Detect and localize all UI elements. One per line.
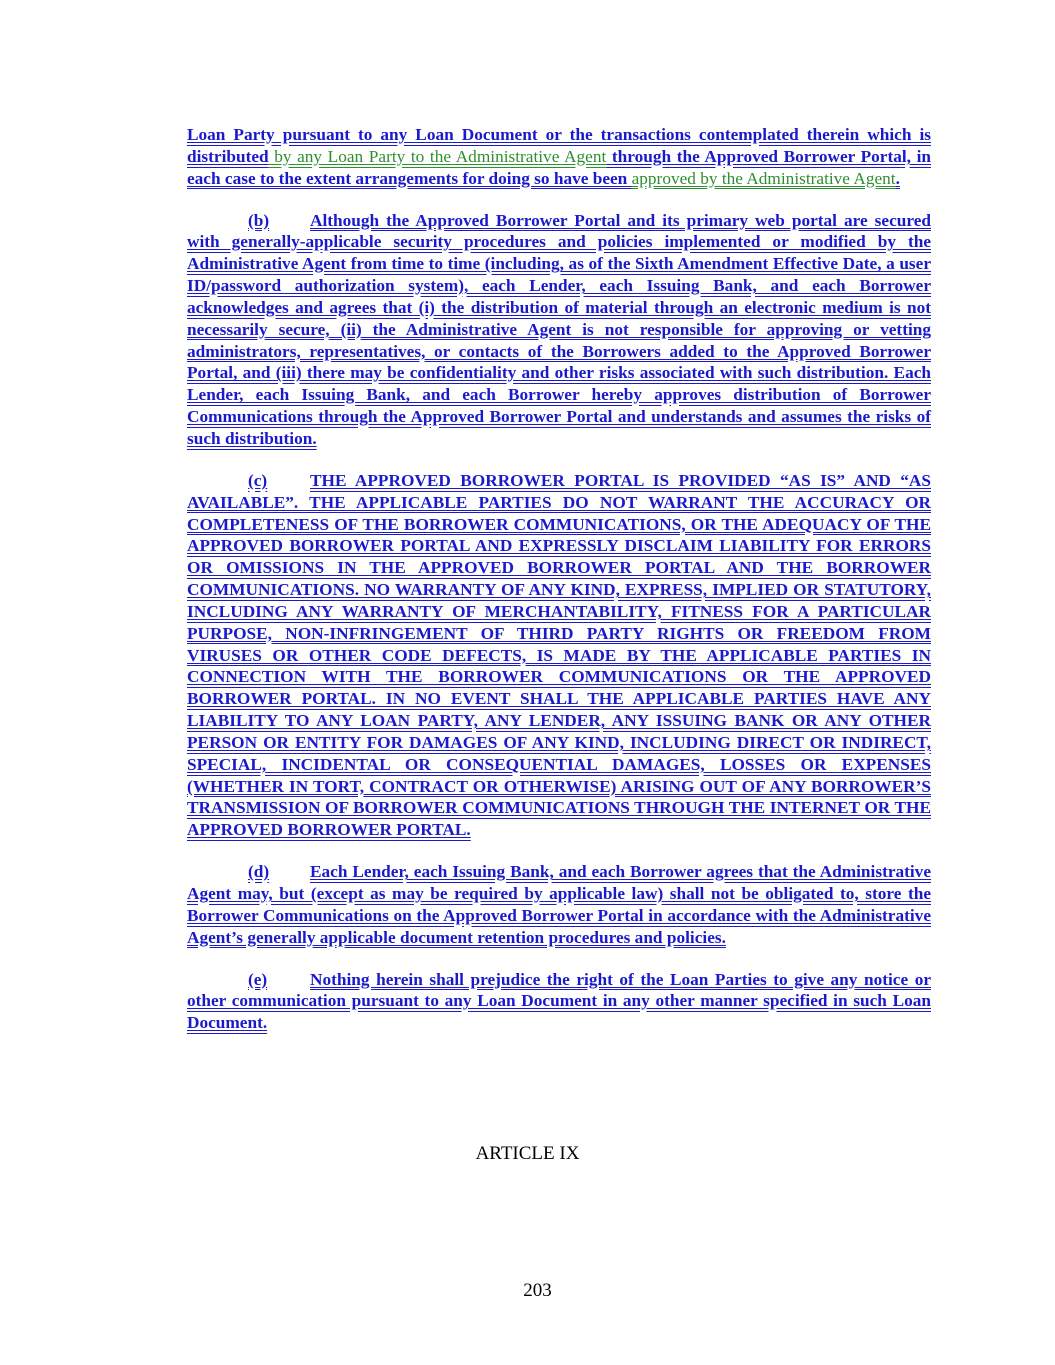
clause-label: (d): [248, 862, 270, 882]
clause-text: THE APPROVED BORROWER PORTAL IS PROVIDED “AS IS” AND “AS AVAILABLE”. THE APPLICABLE PARTIES DO NOT WARRANT THE ACCURACY OR COMPLETENESS OF THE BORROWER COMMUNICATIONS, OR THE ADEQUACY OF THE APPROVED BORROWER PORTAL AND EXPRESSLY DISCLAIM LIABILITY FOR ERRORS OR OMISSIONS IN THE APPROVED BORROWER PORTAL AND THE BORROWER COMMUNICATIONS. NO WARRANTY OF ANY KIND, EXPRESS, IMPLIED OR STATUTORY, INCLUDING ANY WARRANTY OF MERCHANTABILITY, FITNESS FOR A PARTICULAR PURPOSE, NON-INFRINGEMENT OF THIRD PARTY RIGHTS OR FREEDOM FROM VIRUSES OR OTHER CODE DEFECTS, IS MADE BY THE APPLICABLE PARTIES IN CONNECTION WITH THE BORROWER COMMUNICATIONS OR THE APPROVED BORROWER PORTAL. IN NO EVENT SHALL THE APPLICABLE PARTIES HAVE ANY LIABILITY TO ANY LOAN PARTY, ANY LENDER, ANY ISSUING BANK OR ANY OTHER PERSON OR ENTITY FOR DAMAGES OF ANY KIND, INCLUDING DIRECT OR INDIRECT, SPECIAL, INCIDENTAL OR CONSEQUENTIAL DAMAGES, LOSSES OR EXPENSES (WHETHER IN TORT, CONTRACT OR OTHERWISE) ARISING OUT OF ANY BORROWER’S TRANSMISSION OF BORROWER COMMUNICATIONS THROUGH THE INTERNET OR THE APPROVED BORROWER PORTAL.: [187, 470, 931, 840]
moved-text: by any Loan Party to the Administrative Agent: [268, 146, 607, 166]
clause-label: (b): [248, 210, 270, 230]
inserted-text: .: [895, 168, 900, 188]
paragraph-a: [187, 124, 931, 190]
moved-text: approved by the Administrative Agent: [631, 168, 896, 188]
article-heading: ARTICLE IX: [475, 1143, 580, 1164]
paragraph-b: [187, 210, 931, 450]
clause-text: Each Lender, each Issuing Bank, and each Borrower agrees that the Administrative Agent may, but (except as may be required by applicable law) shall not be obligated to, store the Borrower Communications on the Approved Borrower Portal in accordance with the Administrative Agent’s generally applicable document retention procedures and policies.: [187, 862, 931, 947]
page-number: 203: [523, 1280, 552, 1301]
clause-text: Nothing herein shall prejudice the right of the Loan Parties to give any notice or other communication pursuant to any Loan Document in any other manner specified in such Loan Document.: [187, 969, 931, 1033]
paragraph-d: [187, 861, 931, 948]
paragraph-e: [187, 969, 931, 1035]
inserted-text: through the Approved Borrower Portal, in each case to the extent arrangements for doing so have been: [187, 146, 931, 188]
clause-label: (c): [248, 470, 268, 490]
clause-label: (e): [248, 969, 268, 989]
inserted-text: Loan Party pursuant to any Loan Document or the transactions contemplated therein which is distributed: [187, 125, 931, 166]
clause-text: Although the Approved Borrower Portal and its primary web portal are secured with generally-applicable security procedures and policies implemented or modified by the Administrative Agent from time to time (including, as of the Sixth Amendment Effective Date, a user ID/password authorization system), each Lender, each Issuing Bank, and each Borrower acknowledges and agrees that (i) the distribution of material through an electronic medium is not necessarily secure, (ii) the Administrative Agent is not responsible for approving or vetting administrators, representatives, or contacts of the Borrowers added to the Approved Borrower Portal, and (iii) there may be confidentiality and other risks associated with such distribution. Each Lender, each Issuing Bank, and each Borrower hereby approves distribution of Borrower Communications through the Approved Borrower Portal and understands and assumes the risks of such distribution.: [187, 210, 931, 448]
paragraph-c: [187, 470, 931, 841]
document-body: [187, 124, 931, 1034]
